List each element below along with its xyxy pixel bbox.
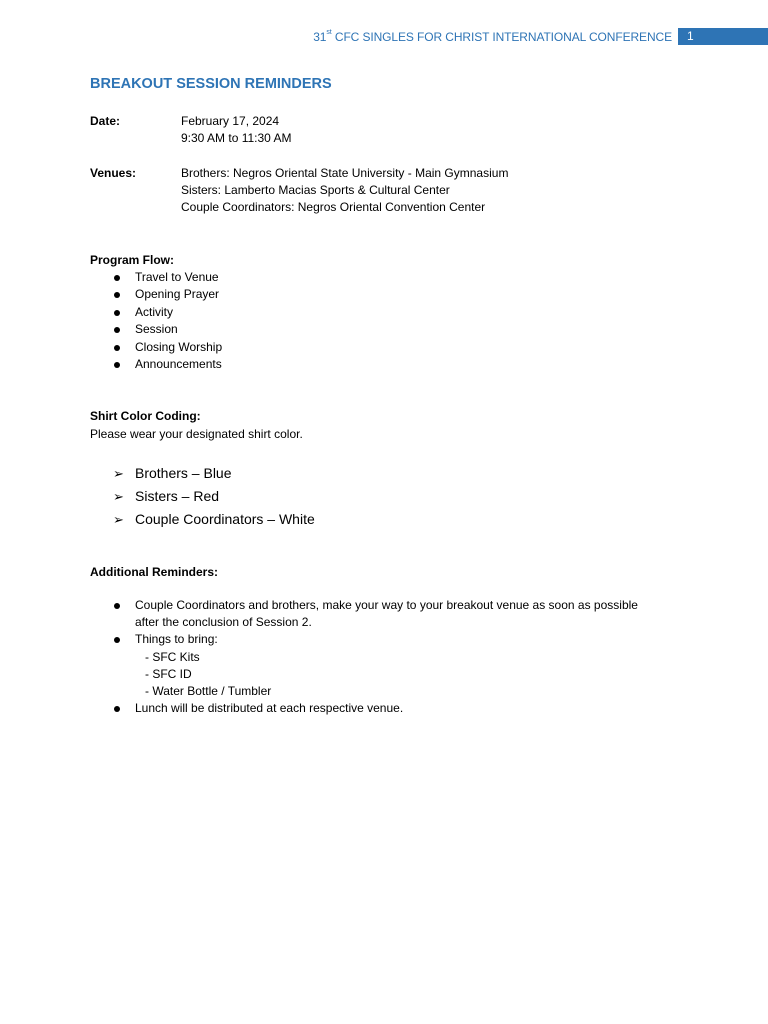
list-item: Opening Prayer [0, 286, 222, 303]
arrow-bullet-icon: ➢ [113, 466, 124, 481]
date-value [181, 113, 292, 147]
time-line: 9:30 AM to 11:30 AM [181, 131, 292, 145]
date-line: February 17, 2024 [181, 114, 280, 128]
reminders-list [0, 597, 638, 717]
list-item: ➢ Sisters – Red [0, 485, 315, 508]
running-header [313, 30, 672, 44]
list-item: ➢ Couple Coordinators – White [0, 508, 315, 531]
list-item: Announcements [0, 356, 222, 373]
bullet-icon [114, 345, 120, 351]
bring-item: - Water Bottle / Tumbler [145, 683, 272, 698]
shirt-color-intro: Please wear your designated shirt color. [90, 427, 303, 441]
program-flow-list [0, 269, 222, 373]
bullet-icon [114, 637, 120, 643]
bullet-icon [114, 706, 120, 712]
list-item: Travel to Venue [0, 269, 222, 286]
venue-sisters: Sisters: Lamberto Macias Sports & Cultural Center [181, 183, 450, 197]
date-label: Date: [90, 114, 121, 128]
venues-label: Venues: [90, 166, 137, 180]
list-item: Things to bring: - SFC Kits - SFC ID - Water Bottle / Tumbler [0, 631, 638, 700]
bullet-icon [114, 362, 120, 368]
list-item: ➢ Brothers – Blue [0, 462, 315, 485]
conference-title: CFC SINGLES FOR CHRIST INTERNATIONAL CONFERENCE [334, 30, 672, 44]
venue-couple-coordinators: Couple Coordinators: Negros Oriental Convention Center [181, 200, 486, 214]
list-item: Activity [0, 304, 222, 321]
page-number: 1 [687, 29, 694, 43]
shirt-color-label: Shirt Color Coding: [90, 409, 201, 423]
arrow-bullet-icon: ➢ [113, 512, 124, 527]
page-number-box [678, 28, 768, 45]
venue-brothers: Brothers: Negros Oriental State University - Main Gymnasium [181, 166, 509, 180]
page-title: BREAKOUT SESSION REMINDERS [90, 76, 332, 92]
shirt-color-list [0, 462, 315, 531]
bring-item: - SFC ID [145, 666, 192, 681]
bring-item: - SFC Kits [145, 649, 200, 664]
arrow-bullet-icon: ➢ [113, 489, 124, 504]
bullet-icon [114, 292, 120, 298]
program-flow-label: Program Flow: [90, 253, 175, 267]
list-item: Closing Worship [0, 339, 222, 356]
venues-value [181, 165, 508, 216]
list-item: Couple Coordinators and brothers, make your way to your breakout venue as soon as possible after the conclusion of Session 2. [0, 597, 638, 631]
list-item: Lunch will be distributed at each respective venue. [0, 700, 638, 717]
bullet-icon [114, 310, 120, 316]
bullet-icon [114, 603, 120, 609]
list-item: Session [0, 321, 222, 338]
additional-reminders-label: Additional Reminders: [90, 565, 219, 579]
conference-number: 31 [313, 30, 327, 44]
conference-suffix: st [326, 29, 332, 36]
bullet-icon [114, 275, 120, 281]
bullet-icon [114, 327, 120, 333]
